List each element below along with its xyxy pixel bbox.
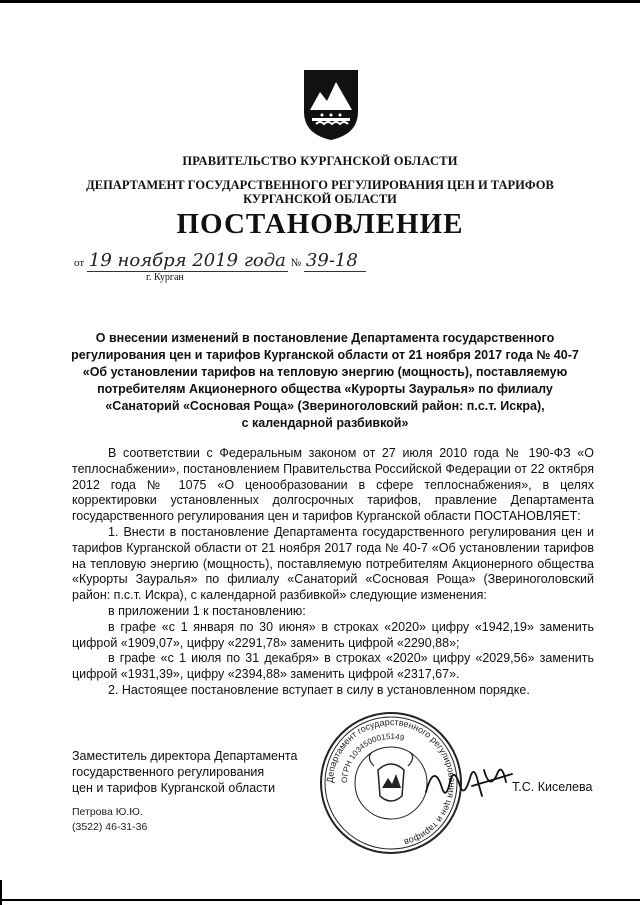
signatory-name: Т.С. Киселева (512, 780, 593, 794)
date-number-line (74, 250, 366, 272)
number-prefix: № (290, 257, 302, 269)
resolution-heading (60, 330, 590, 432)
signatory-position (72, 748, 297, 796)
body-paragraph-item-1: 1. Внести в постановление Департамента государственного регулирования цен и тарифов Курганской области от 21 ноября 2017 года № 40-7 «Об установлении тарифов на тепловую энергию (мощность), поставляемую потребителям Акционерного общества «Курорты Зауралья» по филиалу «Санаторий «Сосновая Роща» (Звериноголовский район: п.с.т. Искра), с календарной разбивкой» следующие изменения: (72, 524, 594, 603)
date-prefix: от (74, 257, 85, 269)
scan-edge-top (0, 0, 640, 3)
scan-edge-bottom (0, 899, 640, 901)
executor-name: Петрова Ю.Ю. (72, 806, 143, 818)
handwritten-signature (420, 752, 520, 812)
stamp-ogrn-text: ОГРН 1034500015149 (339, 731, 406, 784)
handwritten-number: 39-18 (304, 250, 366, 272)
coat-of-arms-emblem (300, 68, 362, 142)
executor-phone: (3522) 46-31-36 (72, 821, 148, 833)
signatory-position-line1: Заместитель директора Департамента (72, 749, 298, 763)
body-paragraph-item-2: 2. Настоящее постановление вступает в силу в установленном порядке. (108, 682, 530, 697)
heading-line: регулирования цен и тарифов Курганской области от 21 ноября 2017 года № 40-7 (71, 348, 579, 362)
heading-line: О внесении изменений в постановление Департамента государственного (95, 331, 555, 345)
body-paragraph-appendix: в приложении 1 к постановлению: (108, 603, 306, 618)
department-name (0, 178, 640, 206)
resolution-body (72, 446, 594, 699)
heading-line: «Санаторий «Сосновая Роща» (Звериноголовский район: п.с.т. Искра), (105, 399, 545, 413)
department-name-line1: ДЕПАРТАМЕНТ ГОСУДАРСТВЕННОГО РЕГУЛИРОВАНИЯ ЦЕН И ТАРИФОВ (86, 178, 554, 192)
signatory-position-line2: государственного регулирования (72, 765, 265, 779)
body-paragraph-change-2: в графе «с 1 июля по 31 декабря» в строках «2020» цифру «2029,56» заменить цифрой «1931,39», цифру «2394,88» заменить цифрой «2317,67». (72, 651, 594, 682)
stamp-outer-text: Департамент государственного регулирования цен и тарифов (324, 716, 458, 848)
executor-info (72, 805, 147, 835)
heading-line: с календарной разбивкой» (241, 416, 409, 430)
scan-edge-left (0, 880, 2, 905)
heading-line: потребителям Акционерного общества «Курорты Зауралья» по филиалу (97, 382, 553, 396)
signatory-position-line3: цен и тарифов Курганской области (72, 781, 276, 795)
body-paragraph-preamble: В соответствии с Федеральным законом от 27 июля 2010 года № 190-ФЗ «О теплоснабжении», постановлением Правительства Российской Федерации от 22 октября 2012 года № 1075 «О ценообразовании в сфере теплоснабжения», в целях корректировки установленных долгосрочных тарифов, правление Департамента государственного регулирования цен и тарифов Курганской области ПОСТАНОВЛЯЕТ: (72, 446, 594, 524)
document-type-title: ПОСТАНОВЛЕНИЕ (176, 208, 464, 240)
heading-line: «Об установлении тарифов на тепловую энергию (мощность), поставляемую (82, 365, 568, 379)
issue-city: г. Курган (146, 272, 184, 283)
handwritten-date: 19 ноября 2019 года (88, 250, 286, 271)
department-name-line2: КУРГАНСКОЙ ОБЛАСТИ (243, 192, 397, 206)
body-paragraph-change-1: в графе «с 1 января по 30 июня» в строках «2020» цифру «1942,19» заменить цифрой «1909,07», цифру «2291,78» заменить цифрой «2290,88»; (72, 619, 594, 650)
government-name: ПРАВИТЕЛЬСТВО КУРГАНСКОЙ ОБЛАСТИ (182, 154, 458, 168)
